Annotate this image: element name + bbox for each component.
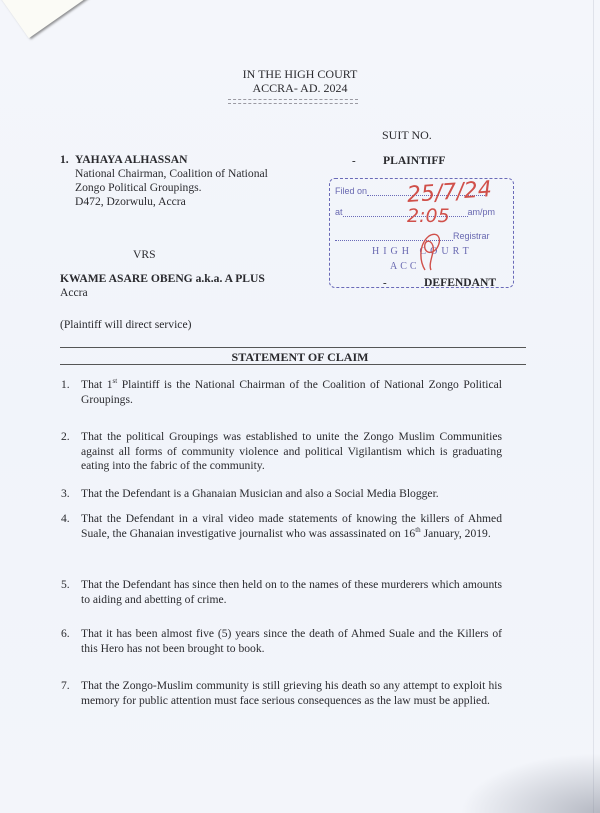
stamp-registrar: Registrar [453, 231, 490, 241]
plaintiff-address: D472, Dzorwulu, Accra [75, 195, 186, 208]
claim-item [61, 679, 502, 708]
stamp-am-pm: am/pm [467, 207, 496, 217]
court-heading: IN THE HIGH COURT [242, 67, 358, 81]
service-note: (Plaintiff will direct service) [60, 318, 192, 331]
stamp-court: HIGH COURT [372, 246, 473, 257]
claim-superscript: th [415, 525, 421, 534]
claim-item [61, 430, 502, 474]
defendant-address: Accra [60, 286, 88, 299]
defendant-role: DEFENDANT [424, 276, 497, 289]
claim-text: That the political Groupings was established to unite the Zongo Muslim Communities against all forms of community violence and political Vigilantism which is graduating eating into the fabric of the community. [81, 430, 502, 473]
claim-number: 1. [61, 378, 70, 391]
claim-item [61, 512, 502, 541]
plaintiff-dash: - [352, 155, 356, 167]
defendant-name: KWAME ASARE OBENG a.k.a. A PLUS [60, 272, 265, 285]
registrar-signature [415, 230, 445, 272]
suit-number-label: SUIT NO. [382, 128, 432, 142]
handwritten-time: 2:05 [407, 205, 450, 227]
claim-text: That it has been almost five (5) years since the death of Ahmed Suale and the Killers of this Hero has not been brought to book. [81, 627, 502, 655]
statement-of-claim-title: STATEMENT OF CLAIM [231, 350, 369, 364]
stamp-filed-on: Filed on [335, 186, 368, 196]
claim-number: 3. [61, 487, 70, 500]
title-rule-top [60, 347, 526, 348]
plaintiff-number: 1. [60, 153, 69, 166]
claim-text: That the Defendant in a viral video made statements of knowing the killers of Ahmed Suale, the Ghanaian investigative journalist who was assassinated on 16 [81, 512, 502, 540]
claim-superscript: st [112, 377, 118, 386]
claim-item [61, 627, 502, 656]
claim-number: 5. [61, 578, 70, 591]
defendant-block [60, 272, 265, 300]
claim-number: 4. [61, 512, 70, 525]
plaintiff-name: YAHAYA ALHASSAN [75, 153, 188, 166]
plaintiff-title: National Chairman, Coalition of National [75, 167, 268, 180]
handwritten-date: 25/7/24 [406, 177, 493, 208]
page-shadow [460, 753, 600, 813]
claim-text: That 1 [81, 378, 113, 391]
claim-text: That the Defendant has since then held on to the names of these murderers which amounts to aiding and abetting of crime. [81, 578, 502, 606]
claim-text-cont: Plaintiff is the National Chairman of the Coalition of National Zongo Political Groupings. [81, 378, 502, 406]
folded-corner [0, 0, 152, 38]
claim-item [61, 377, 502, 407]
claim-text: That the Zongo-Muslim community is still grieving his death so any attempt to exploit his memory for public attention must face serious consequences as the law must be applied. [81, 679, 502, 707]
court-location-year: ACCRA- AD. 2024 [252, 81, 348, 95]
title-rule-bottom [60, 364, 526, 365]
plaintiff-title-cont: Zongo Political Groupings. [75, 181, 202, 194]
page-edge [593, 0, 594, 813]
defendant-dash: - [383, 277, 387, 289]
plaintiff-block [60, 153, 268, 209]
versus-label: VRS [133, 248, 156, 261]
claim-text-cont: January, 2019. [420, 526, 491, 540]
plaintiff-role: PLAINTIFF [383, 154, 446, 167]
claim-text: That the Defendant is a Ghanaian Musician and also a Social Media Blogger. [81, 487, 439, 500]
heading-underline [228, 99, 358, 104]
claim-item [61, 578, 502, 607]
claim-number: 7. [61, 679, 70, 692]
claim-number: 6. [61, 627, 70, 640]
claim-item [61, 487, 502, 502]
stamp-location: ACC [390, 261, 420, 272]
stamp-at: at [335, 207, 343, 217]
claim-number: 2. [61, 430, 70, 443]
